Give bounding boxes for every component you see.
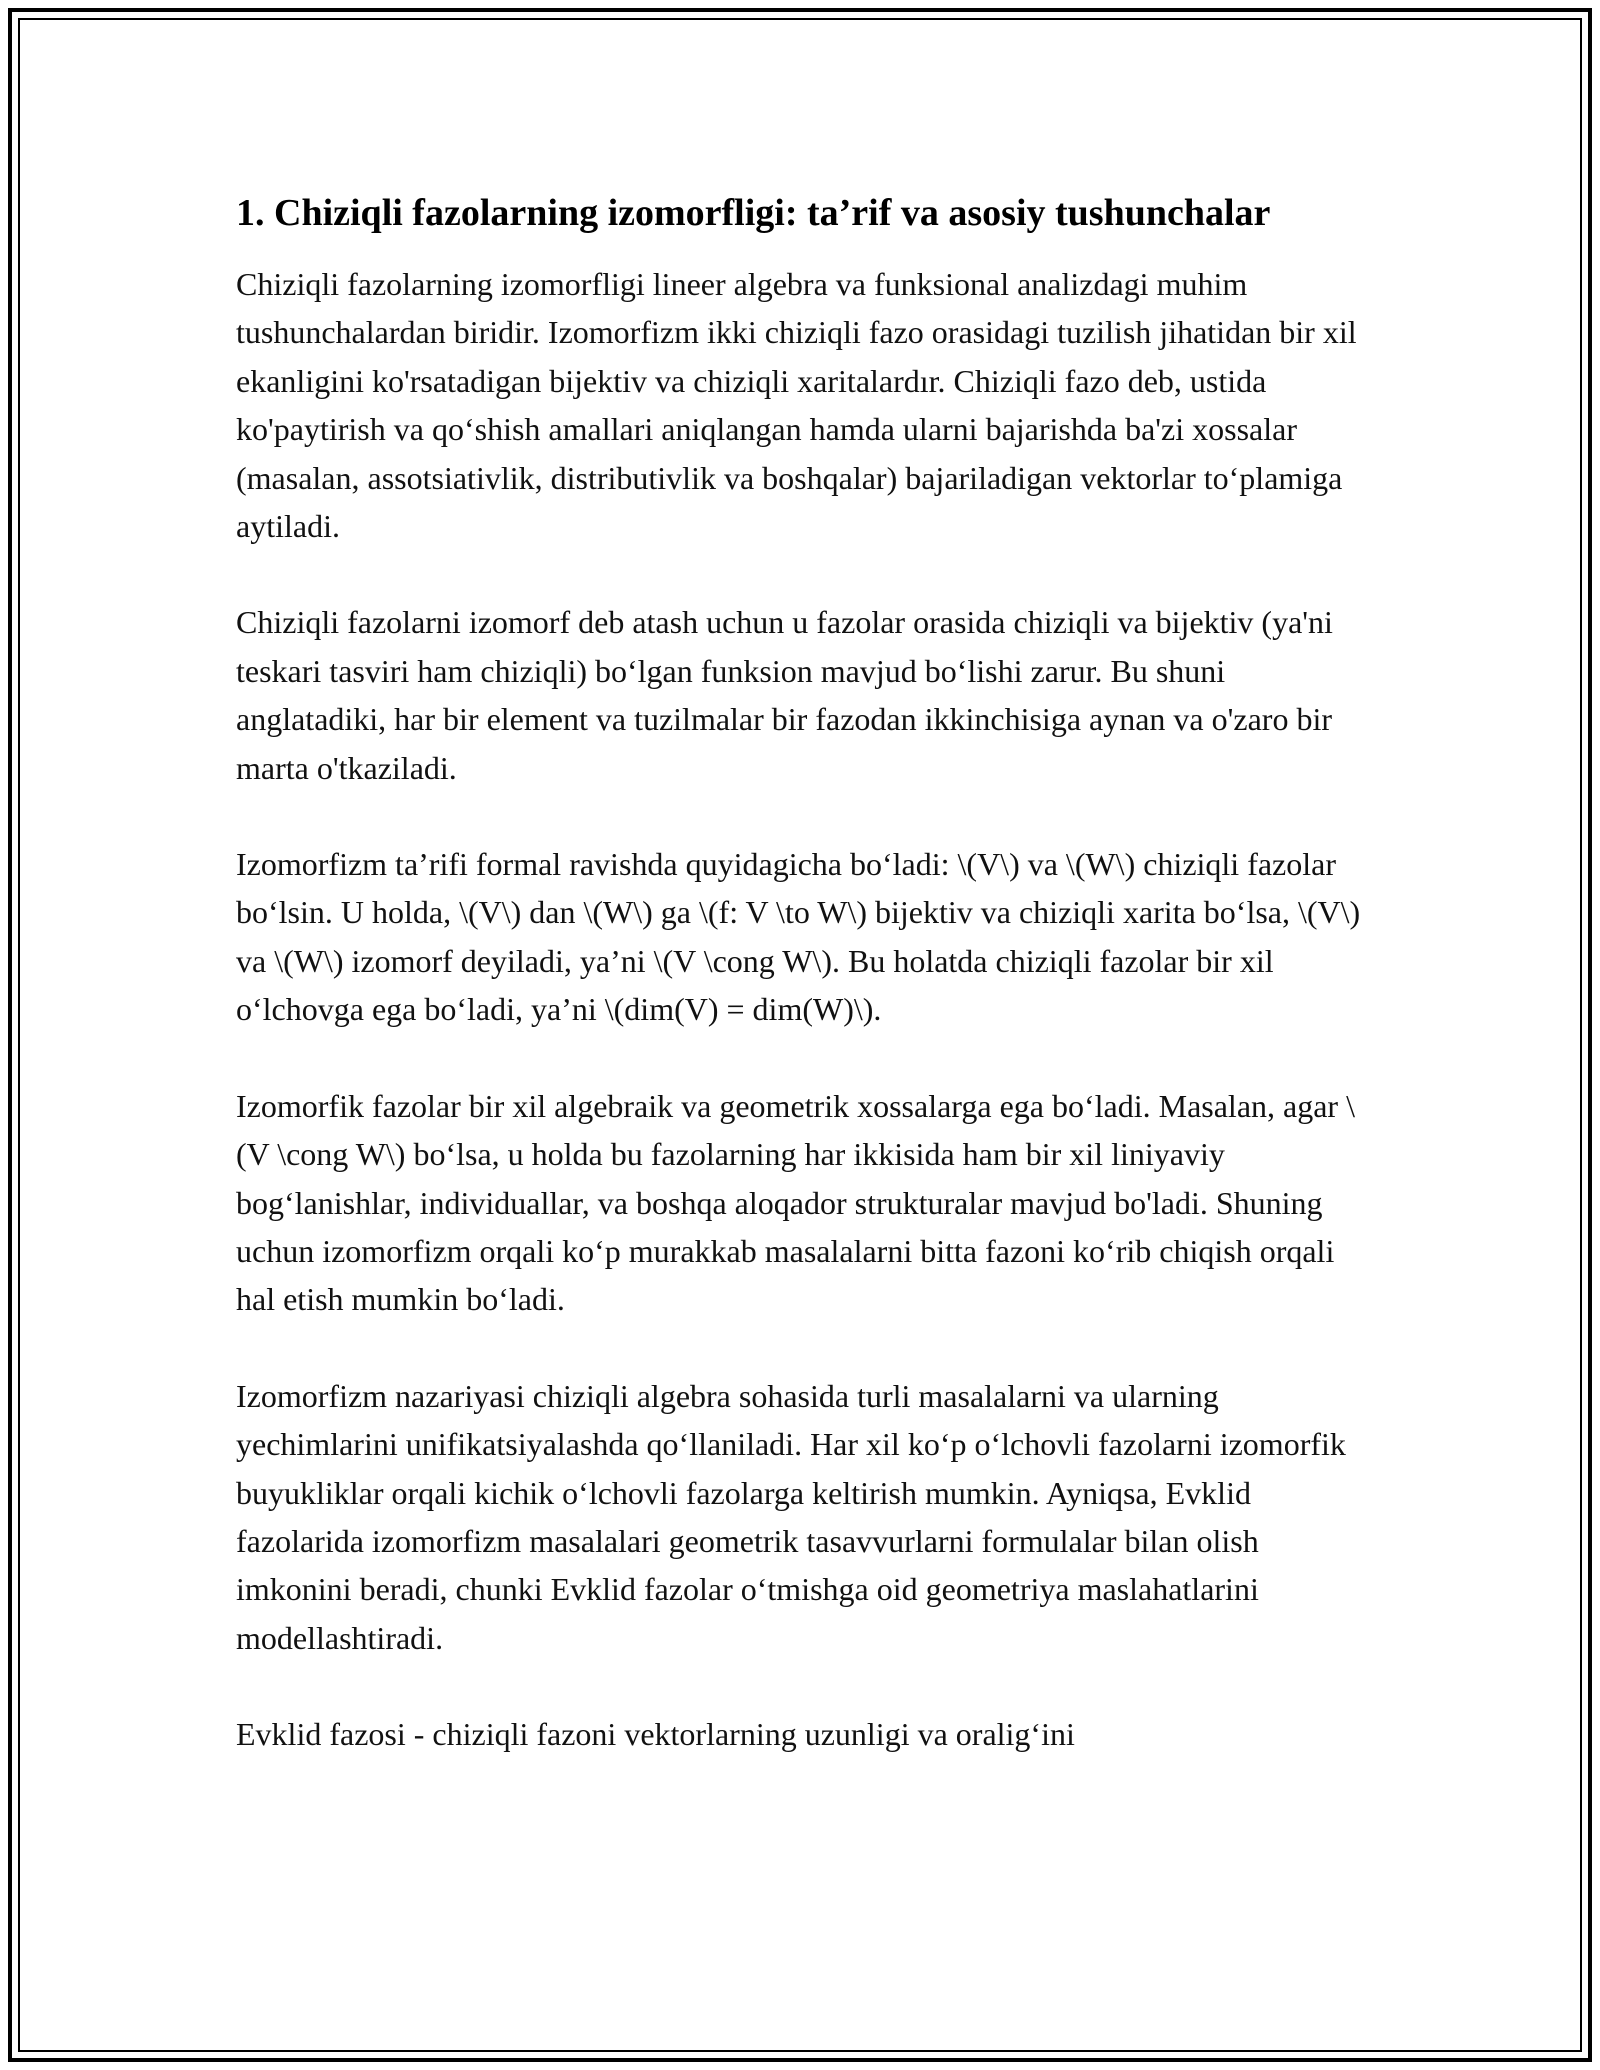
paragraph-5: Izomorfizm nazariyasi chiziqli algebra sohasida turli masalalarni va ularning yechimlarini unifikatsiyalashda qo‘llaniladi. Har xil ko‘p o‘lchovli fazolarni izomorfik buyukliklar orqali kichik o‘lchovli fazolarga keltirish mumkin. Ayniqsa, Evklid fazolarida izomorfizm masalalari geometrik tasavvurlarni formulalar bilan olish imkonini beradi, chunki Evklid fazolar o‘tmishga oid geometriya maslahatlarini modellashtiradi. — [236, 1377, 1346, 1656]
paragraph-2: Chiziqli fazolarni izomorf deb atash uchun u fazolar orasida chiziqli va bijektiv (ya'ni teskari tasviri ham chiziqli) bo‘lgan funksion mavjud bo‘lishi zarur. Bu shuni anglatadiki, har bir element va tuzilmalar bir fazodan ikkinchisiga aynan va o'zaro bir marta o'tkaziladi. — [236, 604, 1333, 786]
section-title: 1. Chiziqli fazolarning izomorfligi: ta’rif va asosiy tushunchalar — [236, 192, 1271, 234]
paragraph-3: Izomorfizm ta’rifi formal ravishda quyidagicha bo‘ladi: \(V\) va \(W\) chiziqli fazolar bo‘lsin. U holda, \(V\) dan \(W\) ga \(f: V \to W\) bijektiv va chiziqli xarita bo‘lsa, \(V\) va \(W\) izomorf deyiladi, ya’ni \(V \cong W\). Bu holatda chiziqli fazolar bir xil o‘lchovga ega bo‘ladi, ya’ni \(dim(V) = dim(W)\). — [236, 846, 1361, 1028]
paragraph-4: Izomorfik fazolar bir xil algebraik va geometrik xossalarga ega bo‘ladi. Masalan, agar \(V \cong W\) bo‘lsa, u holda bu fazolarning har ikkisida ham bir xil liniyaviy bog‘lanishlar, individuallar, va boshqa aloqador strukturalar mavjud bo'ladi. Shuning uchun izomorfizm orqali ko‘p murakkab masalalarni bitta fazoni ko‘rib chiqish orqali hal etish mumkin bo‘ladi. — [236, 1087, 1355, 1318]
document-body — [236, 186, 1376, 1759]
paragraph-1: Chiziqli fazolarning izomorfligi lineer algebra va funksional analizdagi muhim tushunchalardan biridir. Izomorfizm ikki chiziqli fazo orasidagi tuzilish jihatidan bir xil ekanligini ko'rsatadigan bijektiv va chiziqli xaritalardır. Chiziqli fazo deb, ustida ko'paytirish va qo‘shish amallari aniqlangan hamda ularni bajarishda ba'zi xossalar (masalan, assotsiativlik, distributivlik va boshqalar) bajariladigan vektorlar to‘plamiga aytiladi. — [236, 266, 1357, 545]
paragraph-6: Evklid fazosi - chiziqli fazoni vektorlarning uzunligi va oralig‘ini — [236, 1716, 1075, 1753]
